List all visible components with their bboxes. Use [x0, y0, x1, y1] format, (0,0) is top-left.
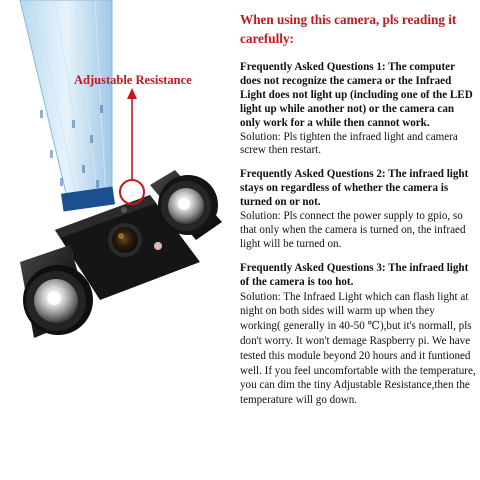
- annotation-arrow-icon: [0, 0, 232, 480]
- faq-item-2: [240, 168, 476, 251]
- faq-question-2: Frequently Asked Questions 2: The infraed light stays on regardless of whether the camera is turned on or not.: [240, 168, 469, 209]
- faq-question-1: Frequently Asked Questions 1: The computer does not recognize the camera or the Infraed Light does not light up (including one of the LED light up while another not) or the camera can only work for a while then cannot work.: [240, 61, 473, 129]
- product-illustration: [0, 0, 232, 480]
- faq-item-3: [240, 262, 476, 408]
- faq-panel: [240, 10, 476, 418]
- adjustable-resistance-label: Adjustable Resistance: [74, 73, 192, 87]
- faq-question-3: Frequently Asked Questions 3: The infraed light of the camera is too hot.: [240, 261, 469, 288]
- faq-item-1: [240, 61, 476, 158]
- faq-title: When using this camera, pls reading it carefully:: [240, 12, 457, 46]
- faq-answer-2: Solution: Pls connect the power supply to gpio, so that only when the camera is turned on, the infraed light will be turned on.: [240, 210, 466, 250]
- faq-answer-1: Solution: Pls tighten the infraed light and camera screw then restart.: [240, 130, 458, 157]
- faq-answer-3: Solution: The Infraed Light which can flash light at night on both sides will warm up when they working( generally in 40-50 ℃),but it's normall, pls don't worry. It won't demage Raspberry pi. We have tested this module beyond 20 hours and it funtioned well. If you feel uncomfortable with the temperature, you can dim the tiny Adjustable Resistance,then the temperature will go down.: [240, 290, 476, 407]
